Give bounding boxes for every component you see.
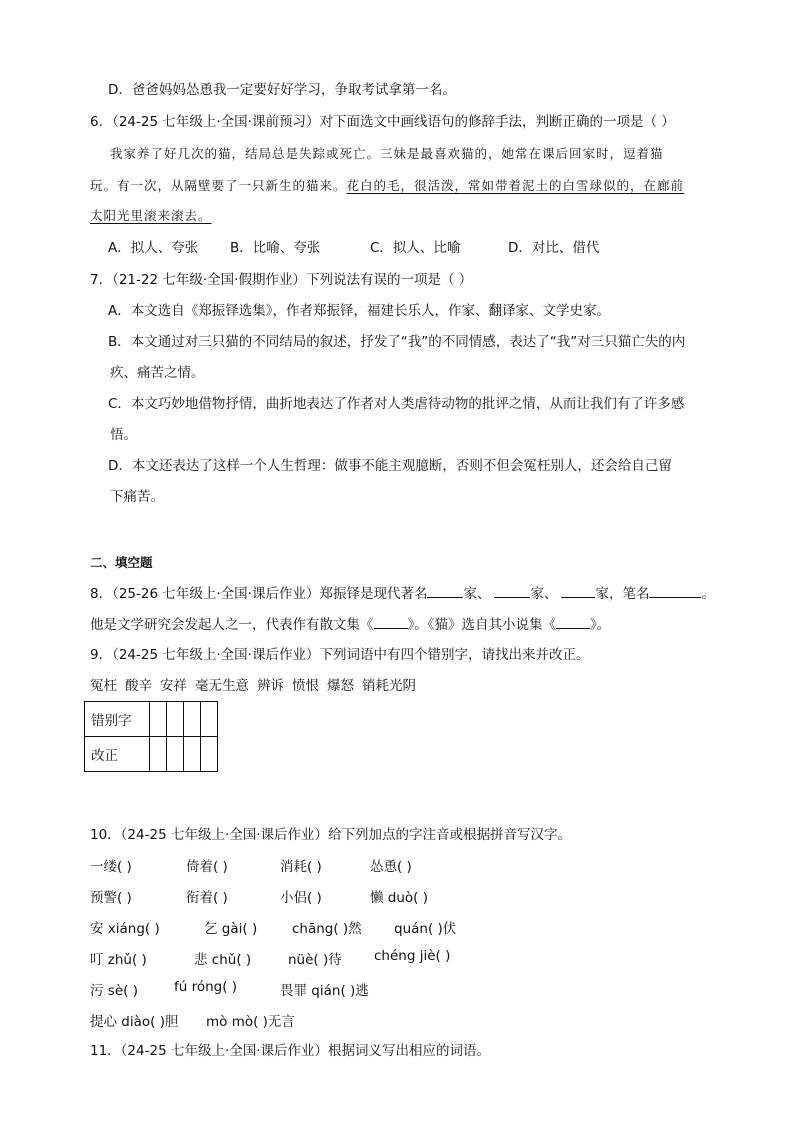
q8-line1 [90,583,715,604]
q8-jia-2: 家、 [530,586,558,602]
q9-word: 毫无生意 [195,678,249,694]
q6-choice-b[interactable]: B．比喻、夸张 [230,240,321,256]
q9-correction-table [84,701,218,772]
q8-line2-b: 》。《猫》选自其小说集《 [407,617,556,633]
q6-stem: 6．（24-25 七年级上·全国·课前预习）对下面选文中画线语句的修辞手法，判断正确的一项是（ ） [90,114,675,130]
q10-item[interactable]: 提心 diào( )胆 [90,1014,179,1030]
q10-item[interactable]: mò mò( )无言 [206,1014,295,1030]
q8-line2-a: 他是文学研究会发起人之一，代表作有散文集《 [90,617,374,633]
q6-passage-line2-plain: 玩。有一次，从隔壁要了一只新生的猫来。 [90,178,347,193]
q10-item[interactable]: chéng jiè( ) [374,948,451,964]
q7-option-d[interactable]: D．本文还表达了这样一个人生哲理：做事不能主观臆断，否则不但会冤枉别人，还会给自己留 [108,458,672,474]
q9-cell[interactable] [184,702,201,737]
q9-cell[interactable] [201,737,218,772]
q10-item[interactable]: 消耗( ) [280,859,322,875]
q9-word: 安祥 [160,678,187,694]
q9-word: 愤恨 [292,678,319,694]
q6-passage-line1: 我家养了好几次的猫，结局总是失踪或死亡。三妹是最喜欢猫的，她常在课后回家时，逗着猫 [110,146,664,161]
q9-cell[interactable] [201,702,218,737]
q8-line2 [90,614,610,635]
q8-blank-2[interactable] [494,583,530,598]
q6-passage-line2 [90,176,684,196]
q9-cell[interactable] [150,737,167,772]
q10-item[interactable]: 悲 chǔ( ) [194,952,252,968]
q10-item[interactable]: 一缕( ) [90,859,132,875]
q9-word: 冤枉 [90,678,117,694]
q9-word: 销耗光阴 [362,678,416,694]
q9-word: 辨诉 [257,678,284,694]
q10-item[interactable]: 小侣( ) [280,890,322,906]
q9-word-list [90,676,424,696]
q8-end: 。 [701,586,715,602]
q7-option-d-cont: 下痛苦。 [110,489,164,505]
q9-cell[interactable] [167,702,184,737]
q10-item[interactable]: chāng( )然 [292,921,362,937]
q9-row-label-fix: 改正 [85,737,150,772]
q10-item[interactable]: 乞 gài( ) [204,921,258,937]
q10-item[interactable]: 预警( ) [90,890,132,906]
q9-cell[interactable] [150,702,167,737]
q5-option-d: D．爸爸妈妈怂恿我一定要好好学习，争取考试拿第一名。 [108,82,456,98]
q7-option-b-cont: 疚、痛苦之情。 [110,365,205,381]
q10-item[interactable]: 懒 duò( ) [370,890,429,906]
q10-item[interactable]: 叮 zhǔ( ) [90,952,147,968]
q11-stem: 11．（24-25 七年级上·全国·课后作业）根据词义写出相应的词语。 [90,1043,491,1059]
q8-jia-1: 家、 [463,586,491,602]
q7-option-c-cont: 悟。 [110,427,137,443]
q10-item[interactable]: 安 xiáng( ) [90,921,160,937]
q7-option-b[interactable]: B．本文通过对三只猫的不同结局的叙述，抒发了“我”的不同情感，表达了“我”对三只猫亡失的内 [108,334,686,350]
q7-stem: 7．（21-22 七年级·全国·假期作业）下列说法有误的一项是（ ） [90,272,473,288]
q9-stem: 9．（24-25 七年级上·全国·课后作业）下列词语中有四个错别字，请找出来并改正。 [90,647,590,663]
q6-underlined-sentence-part1: 花白的毛，很活泼，常如带着泥土的白雪球似的，在廊前 [346,178,685,193]
q10-item[interactable]: 怂恿( ) [370,859,412,875]
q8-blank-essay[interactable] [374,614,408,629]
q9-table-row-wrong [85,702,218,737]
q8-line2-c: 》。 [590,617,611,633]
q9-cell[interactable] [184,737,201,772]
q10-item[interactable]: 畏罪 qián( )逃 [280,983,369,999]
q10-item[interactable]: fú róng( ) [174,979,238,995]
q8-stem: 8．（25-26 七年级上·全国·课后作业）郑振铎是现代著名 [90,586,428,602]
q10-stem: 10．（24-25 七年级上·全国·课后作业）给下列加点的字注音或根据拼音写汉字。 [90,827,572,843]
q9-table-row-fix [85,737,218,772]
section2-title: 二、填空题 [90,555,153,570]
q6-choices [108,238,599,258]
q8-blank-1[interactable] [427,583,463,598]
q10-item[interactable]: quán( )伏 [394,921,457,937]
q9-row-label-wrong: 错别字 [85,702,150,737]
q7-option-c[interactable]: C．本文巧妙地借物抒情，曲折地表达了作者对人类虐待动物的批评之情，从而让我们有了许多感 [108,396,685,412]
q10-item[interactable]: 污 sè( ) [90,983,138,999]
q9-word: 酸辛 [125,678,152,694]
q6-underlined-sentence-part2: 太阳光里滚来滚去。 [90,208,212,223]
q10-item[interactable]: 倚着( ) [186,859,228,875]
q9-cell[interactable] [167,737,184,772]
q8-blank-3[interactable] [561,583,595,598]
q8-blank-penname[interactable] [649,583,701,598]
q10-item[interactable]: nüè( )待 [288,952,342,968]
q8-blank-novel[interactable] [556,614,590,629]
q10-item[interactable]: 衔着( ) [186,890,228,906]
q8-jia-3: 家，笔名 [595,586,650,602]
q6-choice-d[interactable]: D．对比、借代 [508,240,600,256]
q6-choice-a[interactable]: A．拟人、夸张 [108,240,199,256]
q9-word: 爆怒 [327,678,354,694]
q7-option-a[interactable]: A．本文选自《郑振铎选集》，作者郑振铎，福建长乐人，作家、翻译家、文学史家。 [108,303,610,319]
q6-choice-c[interactable]: C．拟人、比喻 [370,240,461,256]
